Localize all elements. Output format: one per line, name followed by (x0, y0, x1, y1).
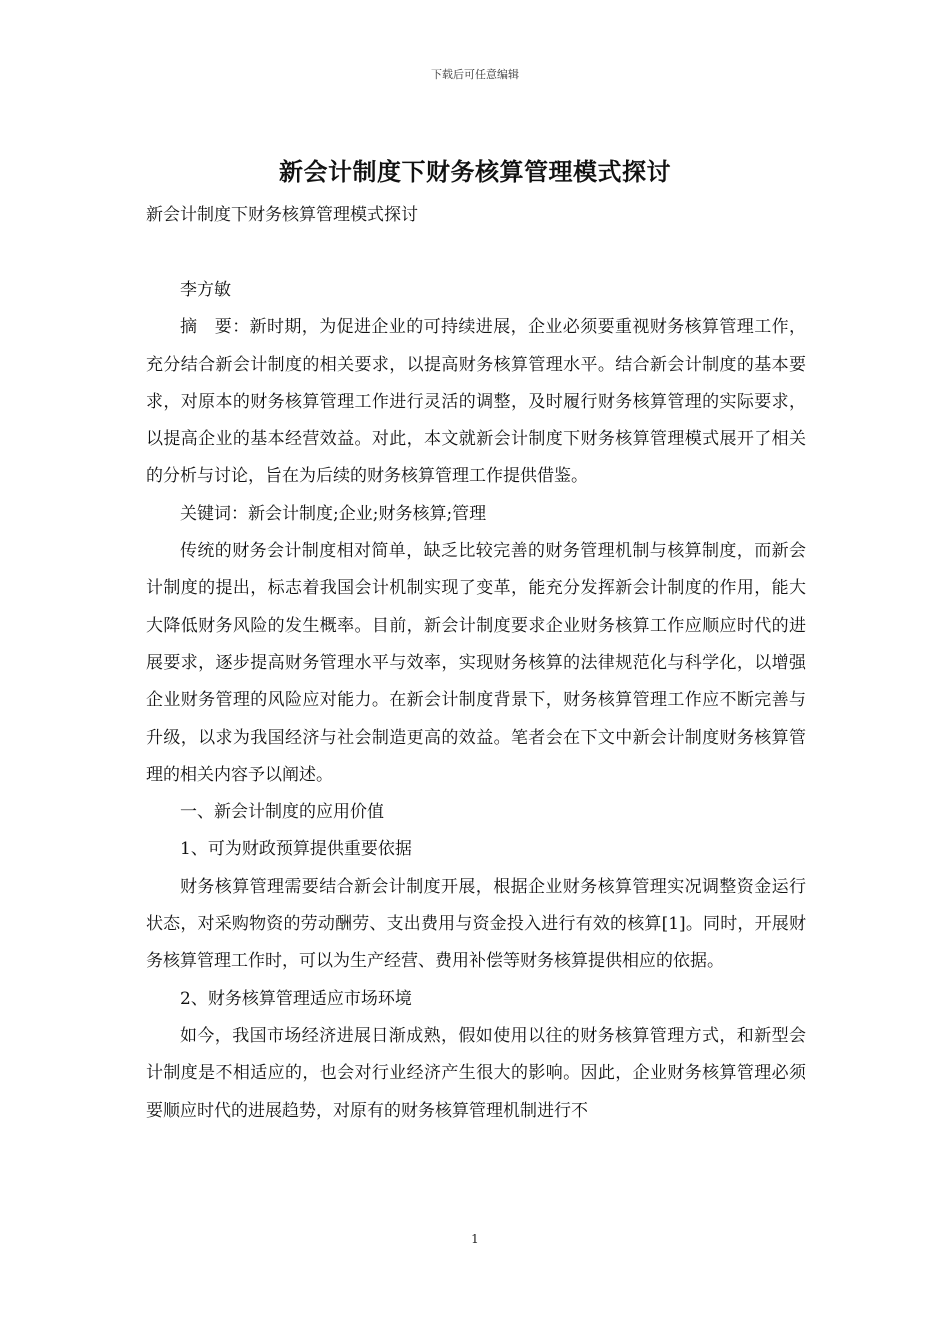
body-paragraph: 财务核算管理需要结合新会计制度开展，根据企业财务核算管理实况调整资金运行状态，对采购物资的劳动酬劳、支出费用与资金投入进行有效的核算[1]。同时，开展财务核算管理工作时，可以为生产经营、费用补偿等财务核算提供相应的依据。 (146, 876, 806, 972)
body-paragraph: 如今，我国市场经济进展日渐成熟，假如使用以往的财务核算管理方式，和新型会计制度是不相适应的，也会对行业经济产生很大的影响。因此，企业财务核算管理必须要顺应时代的进展趋势，对原有的财务核算管理机制进行不 (146, 1025, 806, 1121)
page-number: 1 (471, 1232, 479, 1246)
intro-paragraph: 传统的财务会计制度相对简单，缺乏比较完善的财务管理机制与核算制度，而新会计制度的提出，标志着我国会计机制实现了变革，能充分发挥新会计制度的作用，能大大降低财务风险的发生概率。目前，新会计制度要求企业财务核算工作应顺应时代的进展要求，逐步提高财务管理水平与效率，实现财务核算的法律规范化与科学化，以增强企业财务管理的风险应对能力。在新会计制度背景下，财务核算管理工作应不断完善与升级，以求为我国经济与社会制造更高的效益。笔者会在下文中新会计制度财务核算管理的相关内容予以阐述。 (146, 541, 806, 785)
page-header-note: 下载后可任意编辑 (431, 68, 519, 81)
document-subtitle: 新会计制度下财务核算管理模式探讨 (146, 205, 418, 225)
author-name: 李方敏 (180, 280, 231, 300)
keywords-line: 关键词：新会计制度;企业;财务核算;管理 (180, 503, 487, 524)
document-body (146, 272, 806, 1130)
section-heading: 一、新会计制度的应用价值 (180, 802, 384, 823)
subsection-heading: 1、可为财政预算提供重要依据 (180, 839, 412, 860)
document-title: 新会计制度下财务核算管理模式探讨 (279, 158, 671, 186)
subsection-heading: 2、财务核算管理适应市场环境 (180, 988, 412, 1009)
abstract-paragraph: 摘 要：新时期，为促进企业的可持续进展，企业必须要重视财务核算管理工作，充分结合新会计制度的相关要求，以提高财务核算管理水平。结合新会计制度的基本要求，对原本的财务核算管理工作进行灵活的调整，及时履行财务核算管理的实际要求，以提高企业的基本经营效益。对此，本文就新会计制度下财务核算管理模式展开了相关的分析与讨论，旨在为后续的财务核算管理工作提供借鉴。 (146, 317, 806, 487)
